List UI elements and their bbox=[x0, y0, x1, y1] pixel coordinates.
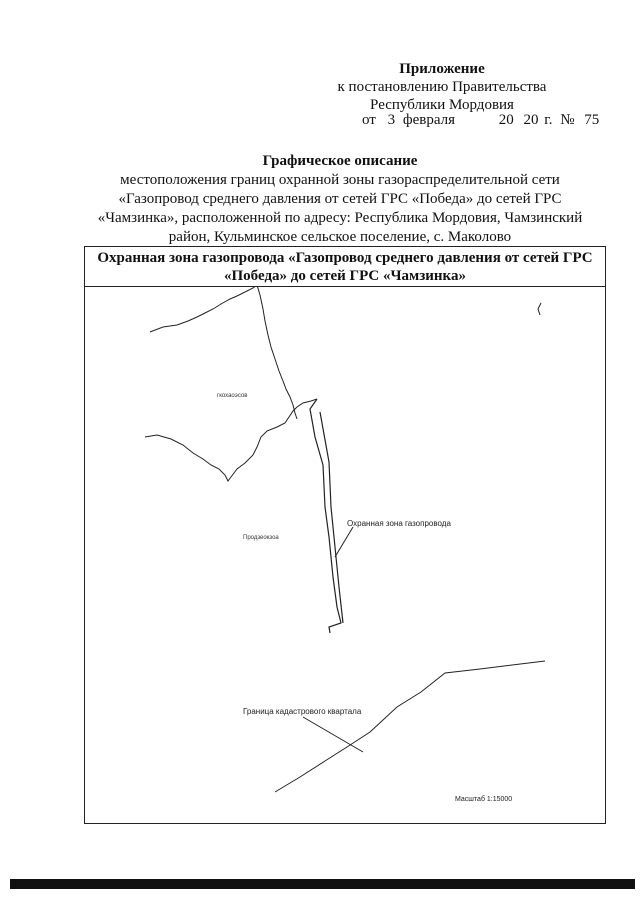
appendix-line-2: Республики Мордовия bbox=[370, 97, 514, 113]
label-small-1: гкохаоэсов bbox=[217, 393, 248, 399]
scale-label: Масштаб 1:15000 bbox=[455, 796, 513, 803]
appendix-title: Приложение bbox=[399, 61, 485, 77]
map-header: Охранная зона газопровода «Газопровод среднего давления от сетей ГРС «Победа» до сетей ГРС «Чамзинка» bbox=[85, 247, 605, 287]
date-year-prefix: 20 bbox=[498, 112, 514, 128]
cadastral-border-line bbox=[275, 661, 545, 792]
leader-cadastral bbox=[303, 717, 363, 752]
date-year-unit: г. bbox=[544, 112, 553, 128]
leader-protection-zone bbox=[335, 527, 353, 557]
decree-date-line bbox=[362, 112, 622, 129]
date-year-suffix: 20 bbox=[523, 112, 539, 128]
map-canvas bbox=[85, 287, 605, 823]
river-line bbox=[257, 287, 297, 419]
decree-number: 75 bbox=[584, 112, 600, 128]
edge-mark bbox=[538, 303, 541, 315]
date-day: 3 bbox=[387, 112, 396, 128]
appendix-block bbox=[292, 60, 592, 114]
description-heading: Графическое описание bbox=[262, 153, 418, 169]
gas-pipeline-line bbox=[310, 399, 341, 633]
map-frame bbox=[84, 246, 606, 824]
boundary-line-lower bbox=[145, 399, 317, 481]
number-sign: № bbox=[560, 112, 575, 128]
label-protection-zone: Охранная зона газопровода bbox=[347, 519, 451, 528]
description-block bbox=[80, 152, 600, 247]
boundary-line-upper bbox=[150, 287, 257, 332]
date-prefix: от bbox=[362, 112, 376, 128]
label-small-2: Продзеокзоа bbox=[243, 535, 279, 541]
scan-bottom-bar bbox=[10, 879, 635, 889]
description-text: местоположения границ охранной зоны газораспределительной сети «Газопровод среднего давления от сетей ГРС «Победа» до сетей ГРС «Чамзинка», расположенной по адресу: Республика Мордовия, Чамзинский район, Кульминское сельское поселение, с. Маколово bbox=[97, 172, 583, 245]
label-cadastral-border: Граница кадастрового квартала bbox=[243, 707, 362, 716]
appendix-line-1: к постановлению Правительства bbox=[337, 79, 547, 95]
date-month: февраля bbox=[402, 112, 455, 128]
